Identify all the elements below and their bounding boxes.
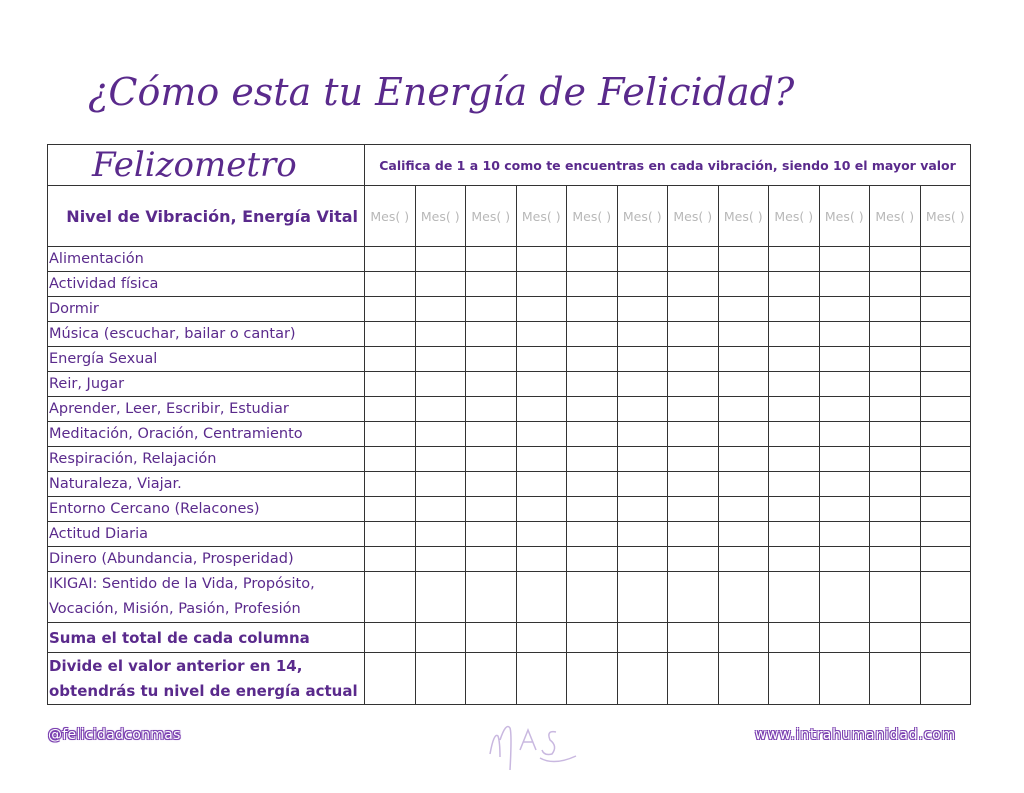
vibration-item-label: Respiración, Relajación [48,447,365,472]
rating-cell-month-3[interactable] [466,272,517,297]
month-header-row [48,186,971,247]
rating-cell-month-11[interactable] [870,422,921,447]
average-cell-month-7[interactable] [668,653,719,705]
rating-cell-month-1[interactable] [365,472,416,497]
rating-cell-month-6[interactable] [617,472,668,497]
rating-cell-month-10[interactable] [819,447,870,472]
rating-cell-month-5[interactable] [567,447,618,472]
month-header-12: Mes( ) [920,186,971,247]
month-header-1: Mes( ) [365,186,416,247]
rating-cell-month-9[interactable] [769,372,820,397]
vibration-item-label: Actividad física [48,272,365,297]
rating-cell-month-11[interactable] [870,522,921,547]
rating-cell-month-6[interactable] [617,397,668,422]
suma-cell-month-6[interactable] [617,623,668,653]
rating-cell-month-12[interactable] [920,447,971,472]
rating-cell-month-6[interactable] [617,247,668,272]
rating-cell-month-2[interactable] [415,497,466,522]
rating-cell-month-7[interactable] [668,547,719,572]
rating-cell-month-7[interactable] [668,347,719,372]
rating-cell-month-9[interactable] [769,422,820,447]
rating-cell-month-11[interactable] [870,497,921,522]
month-header-11: Mes( ) [870,186,921,247]
rating-cell-month-5[interactable] [567,397,618,422]
average-cell-month-6[interactable] [617,653,668,705]
rating-cell-month-12[interactable] [920,347,971,372]
rating-cell-month-1[interactable] [365,547,416,572]
rating-cell-month-5[interactable] [567,247,618,272]
rating-cell-month-1[interactable] [365,397,416,422]
average-cell-month-3[interactable] [466,653,517,705]
rating-cell-month-1[interactable] [365,272,416,297]
rating-cell-month-5[interactable] [567,497,618,522]
page-title: ¿Cómo esta tu Energía de Felicidad? [88,70,795,114]
suma-cell-month-5[interactable] [567,623,618,653]
rating-cell-month-5[interactable] [567,472,618,497]
table-row [48,447,971,472]
suma-cell-month-12[interactable] [920,623,971,653]
month-header-3: Mes( ) [466,186,517,247]
rating-cell-month-10[interactable] [819,297,870,322]
rating-cell-month-11[interactable] [870,247,921,272]
rating-cell-month-1[interactable] [365,447,416,472]
rating-cell-month-4[interactable] [516,472,567,497]
rating-cell-month-5[interactable] [567,322,618,347]
suma-cell-month-7[interactable] [668,623,719,653]
rating-cell-month-1[interactable] [365,297,416,322]
vibration-item-label: Meditación, Oración, Centramiento [48,422,365,447]
month-header-10: Mes( ) [819,186,870,247]
rating-cell-month-9[interactable] [769,472,820,497]
rating-cell-month-12[interactable] [920,497,971,522]
ikigai-cell-month-8[interactable] [718,572,769,623]
rating-cell-month-8[interactable] [718,322,769,347]
rating-cell-month-10[interactable] [819,497,870,522]
table-row [48,347,971,372]
rating-cell-month-11[interactable] [870,272,921,297]
rating-cell-month-11[interactable] [870,347,921,372]
rating-cell-month-1[interactable] [365,497,416,522]
suma-label: Suma el total de cada columna [48,623,365,653]
rating-cell-month-3[interactable] [466,422,517,447]
ikigai-cell-month-4[interactable] [516,572,567,623]
month-header-5: Mes( ) [567,186,618,247]
rating-cell-month-10[interactable] [819,472,870,497]
rating-cell-month-3[interactable] [466,472,517,497]
ikigai-cell-month-7[interactable] [668,572,719,623]
month-header-7: Mes( ) [668,186,719,247]
table-row [48,422,971,447]
rating-cell-month-5[interactable] [567,372,618,397]
average-cell-month-10[interactable] [819,653,870,705]
rating-cell-month-10[interactable] [819,547,870,572]
suma-cell-month-11[interactable] [870,623,921,653]
rating-cell-month-4[interactable] [516,347,567,372]
rating-cell-month-10[interactable] [819,347,870,372]
rating-cell-month-7[interactable] [668,472,719,497]
table-row [48,247,971,272]
rating-cell-month-9[interactable] [769,297,820,322]
ikigai-cell-month-3[interactable] [466,572,517,623]
rating-cell-month-4[interactable] [516,247,567,272]
rating-cell-month-6[interactable] [617,272,668,297]
rating-cell-month-9[interactable] [769,272,820,297]
table-row [48,272,971,297]
rating-cell-month-12[interactable] [920,272,971,297]
table-row [48,497,971,522]
rating-cell-month-9[interactable] [769,522,820,547]
rating-cell-month-6[interactable] [617,547,668,572]
rating-cell-month-4[interactable] [516,397,567,422]
rating-cell-month-7[interactable] [668,497,719,522]
vibration-item-label: Actitud Diaria [48,522,365,547]
rating-cell-month-8[interactable] [718,297,769,322]
rating-cell-month-8[interactable] [718,397,769,422]
rating-cell-month-1[interactable] [365,247,416,272]
rating-cell-month-8[interactable] [718,247,769,272]
suma-cell-month-3[interactable] [466,623,517,653]
rating-cell-month-8[interactable] [718,347,769,372]
rating-cell-month-10[interactable] [819,247,870,272]
vibration-item-label: Dinero (Abundancia, Prosperidad) [48,547,365,572]
rating-cell-month-3[interactable] [466,347,517,372]
rating-cell-month-2[interactable] [415,372,466,397]
vibration-item-label: Energía Sexual [48,347,365,372]
rating-cell-month-6[interactable] [617,297,668,322]
rating-cell-month-3[interactable] [466,322,517,347]
rating-cell-month-4[interactable] [516,497,567,522]
table-row [48,372,971,397]
rating-cell-month-7[interactable] [668,247,719,272]
rating-cell-month-2[interactable] [415,447,466,472]
ikigai-cell-month-12[interactable] [920,572,971,623]
month-header-9: Mes( ) [769,186,820,247]
rating-cell-month-2[interactable] [415,247,466,272]
divide-line-2: obtendrás tu nivel de energía actual [49,681,358,700]
rating-cell-month-5[interactable] [567,522,618,547]
divide-label [48,653,365,705]
suma-cell-month-2[interactable] [415,623,466,653]
header-row [48,145,971,186]
rating-cell-month-7[interactable] [668,522,719,547]
average-cell-month-12[interactable] [920,653,971,705]
rating-cell-month-12[interactable] [920,372,971,397]
rating-cell-month-3[interactable] [466,497,517,522]
rating-cell-month-12[interactable] [920,297,971,322]
table-row [48,522,971,547]
suma-cell-month-9[interactable] [769,623,820,653]
rating-cell-month-7[interactable] [668,297,719,322]
rating-cell-month-11[interactable] [870,297,921,322]
table-row [48,297,971,322]
rating-cell-month-7[interactable] [668,422,719,447]
rating-cell-month-2[interactable] [415,547,466,572]
rating-cell-month-3[interactable] [466,372,517,397]
rating-cell-month-7[interactable] [668,322,719,347]
rating-cell-month-2[interactable] [415,522,466,547]
rating-cell-month-2[interactable] [415,322,466,347]
rating-cell-month-8[interactable] [718,547,769,572]
felizometro-heading: Felizometro [48,145,365,186]
ikigai-cell-month-11[interactable] [870,572,921,623]
rating-cell-month-1[interactable] [365,322,416,347]
rating-cell-month-1[interactable] [365,522,416,547]
nivel-label: Nivel de Vibración, Energía Vital [48,186,365,247]
average-cell-month-9[interactable] [769,653,820,705]
table-row-divide [48,653,971,705]
rating-cell-month-8[interactable] [718,422,769,447]
rating-cell-month-5[interactable] [567,272,618,297]
rating-cell-month-4[interactable] [516,422,567,447]
rating-cell-month-12[interactable] [920,247,971,272]
rating-cell-month-2[interactable] [415,397,466,422]
mas-logo [484,712,584,772]
rating-cell-month-3[interactable] [466,522,517,547]
rating-cell-month-12[interactable] [920,472,971,497]
rating-cell-month-1[interactable] [365,372,416,397]
rating-cell-month-9[interactable] [769,497,820,522]
rating-cell-month-4[interactable] [516,547,567,572]
rating-cell-month-4[interactable] [516,272,567,297]
rating-cell-month-11[interactable] [870,372,921,397]
rating-cell-month-10[interactable] [819,372,870,397]
rating-cell-month-2[interactable] [415,422,466,447]
table-row [48,322,971,347]
vibration-item-label: Aprender, Leer, Escribir, Estudiar [48,397,365,422]
average-cell-month-8[interactable] [718,653,769,705]
rating-cell-month-6[interactable] [617,422,668,447]
table-row [48,547,971,572]
rating-cell-month-2[interactable] [415,347,466,372]
rating-cell-month-11[interactable] [870,472,921,497]
rating-cell-month-7[interactable] [668,447,719,472]
average-cell-month-5[interactable] [567,653,618,705]
rating-cell-month-1[interactable] [365,347,416,372]
rating-cell-month-1[interactable] [365,422,416,447]
rating-cell-month-3[interactable] [466,247,517,272]
average-cell-month-2[interactable] [415,653,466,705]
rating-cell-month-9[interactable] [769,547,820,572]
felizometro-table [47,144,971,705]
rating-cell-month-8[interactable] [718,522,769,547]
rating-cell-month-3[interactable] [466,297,517,322]
rating-cell-month-4[interactable] [516,372,567,397]
rating-cell-month-10[interactable] [819,522,870,547]
rating-cell-month-11[interactable] [870,447,921,472]
divide-line-1: Divide el valor anterior en 14, [49,656,303,675]
rating-cell-month-12[interactable] [920,547,971,572]
rating-cell-month-8[interactable] [718,372,769,397]
vibration-item-label: Música (escuchar, bailar o cantar) [48,322,365,347]
rating-cell-month-9[interactable] [769,322,820,347]
rating-cell-month-9[interactable] [769,447,820,472]
website-url: www.intrahumanidad.com [754,727,956,743]
suma-cell-month-8[interactable] [718,623,769,653]
rating-cell-month-11[interactable] [870,322,921,347]
ikigai-line-1: IKIGAI: Sentido de la Vida, Propósito, [49,576,315,592]
rating-cell-month-8[interactable] [718,497,769,522]
ikigai-cell-month-10[interactable] [819,572,870,623]
rating-cell-month-2[interactable] [415,272,466,297]
suma-cell-month-4[interactable] [516,623,567,653]
rating-cell-month-12[interactable] [920,322,971,347]
rating-cell-month-12[interactable] [920,522,971,547]
suma-cell-month-10[interactable] [819,623,870,653]
rating-cell-month-6[interactable] [617,347,668,372]
ikigai-cell-month-9[interactable] [769,572,820,623]
rating-cell-month-8[interactable] [718,447,769,472]
rating-cell-month-11[interactable] [870,397,921,422]
ikigai-label [48,572,365,623]
table-row [48,397,971,422]
rating-cell-month-4[interactable] [516,447,567,472]
rating-cell-month-7[interactable] [668,397,719,422]
rating-cell-month-6[interactable] [617,372,668,397]
month-header-6: Mes( ) [617,186,668,247]
instruction-text: Califica de 1 a 10 como te encuentras en cada vibración, siendo 10 el mayor valor [365,145,971,186]
rating-cell-month-3[interactable] [466,397,517,422]
vibration-item-label: Dormir [48,297,365,322]
rating-cell-month-6[interactable] [617,522,668,547]
instagram-handle: @felicidadconmas [48,727,181,743]
average-cell-month-4[interactable] [516,653,567,705]
rating-cell-month-12[interactable] [920,397,971,422]
rating-cell-month-7[interactable] [668,272,719,297]
rating-cell-month-4[interactable] [516,322,567,347]
rating-cell-month-6[interactable] [617,322,668,347]
ikigai-line-2: Vocación, Misión, Pasión, Profesión [49,601,301,617]
rating-cell-month-9[interactable] [769,397,820,422]
rating-cell-month-2[interactable] [415,297,466,322]
vibration-item-label: Entorno Cercano (Relacones) [48,497,365,522]
rating-cell-month-7[interactable] [668,372,719,397]
ikigai-cell-month-2[interactable] [415,572,466,623]
table-row [48,472,971,497]
rating-cell-month-8[interactable] [718,472,769,497]
suma-cell-month-1[interactable] [365,623,416,653]
rating-cell-month-10[interactable] [819,397,870,422]
rating-cell-month-5[interactable] [567,547,618,572]
vibration-item-label: Alimentación [48,247,365,272]
rating-cell-month-4[interactable] [516,297,567,322]
rating-cell-month-9[interactable] [769,347,820,372]
rating-cell-month-9[interactable] [769,247,820,272]
ikigai-cell-month-6[interactable] [617,572,668,623]
rating-cell-month-2[interactable] [415,472,466,497]
rating-cell-month-3[interactable] [466,547,517,572]
rating-cell-month-6[interactable] [617,447,668,472]
rating-cell-month-5[interactable] [567,422,618,447]
average-cell-month-11[interactable] [870,653,921,705]
vibration-item-label: Naturaleza, Viajar. [48,472,365,497]
table-row-ikigai [48,572,971,623]
month-header-4: Mes( ) [516,186,567,247]
rating-cell-month-5[interactable] [567,347,618,372]
month-header-8: Mes( ) [718,186,769,247]
rating-cell-month-3[interactable] [466,447,517,472]
rating-cell-month-6[interactable] [617,497,668,522]
average-cell-month-1[interactable] [365,653,416,705]
rating-cell-month-10[interactable] [819,322,870,347]
rating-cell-month-10[interactable] [819,422,870,447]
ikigai-cell-month-1[interactable] [365,572,416,623]
rating-cell-month-12[interactable] [920,422,971,447]
rating-cell-month-11[interactable] [870,547,921,572]
rating-cell-month-8[interactable] [718,272,769,297]
rating-cell-month-4[interactable] [516,522,567,547]
rating-cell-month-5[interactable] [567,297,618,322]
ikigai-cell-month-5[interactable] [567,572,618,623]
table-row-suma [48,623,971,653]
rating-cell-month-10[interactable] [819,272,870,297]
vibration-item-label: Reir, Jugar [48,372,365,397]
month-header-2: Mes( ) [415,186,466,247]
